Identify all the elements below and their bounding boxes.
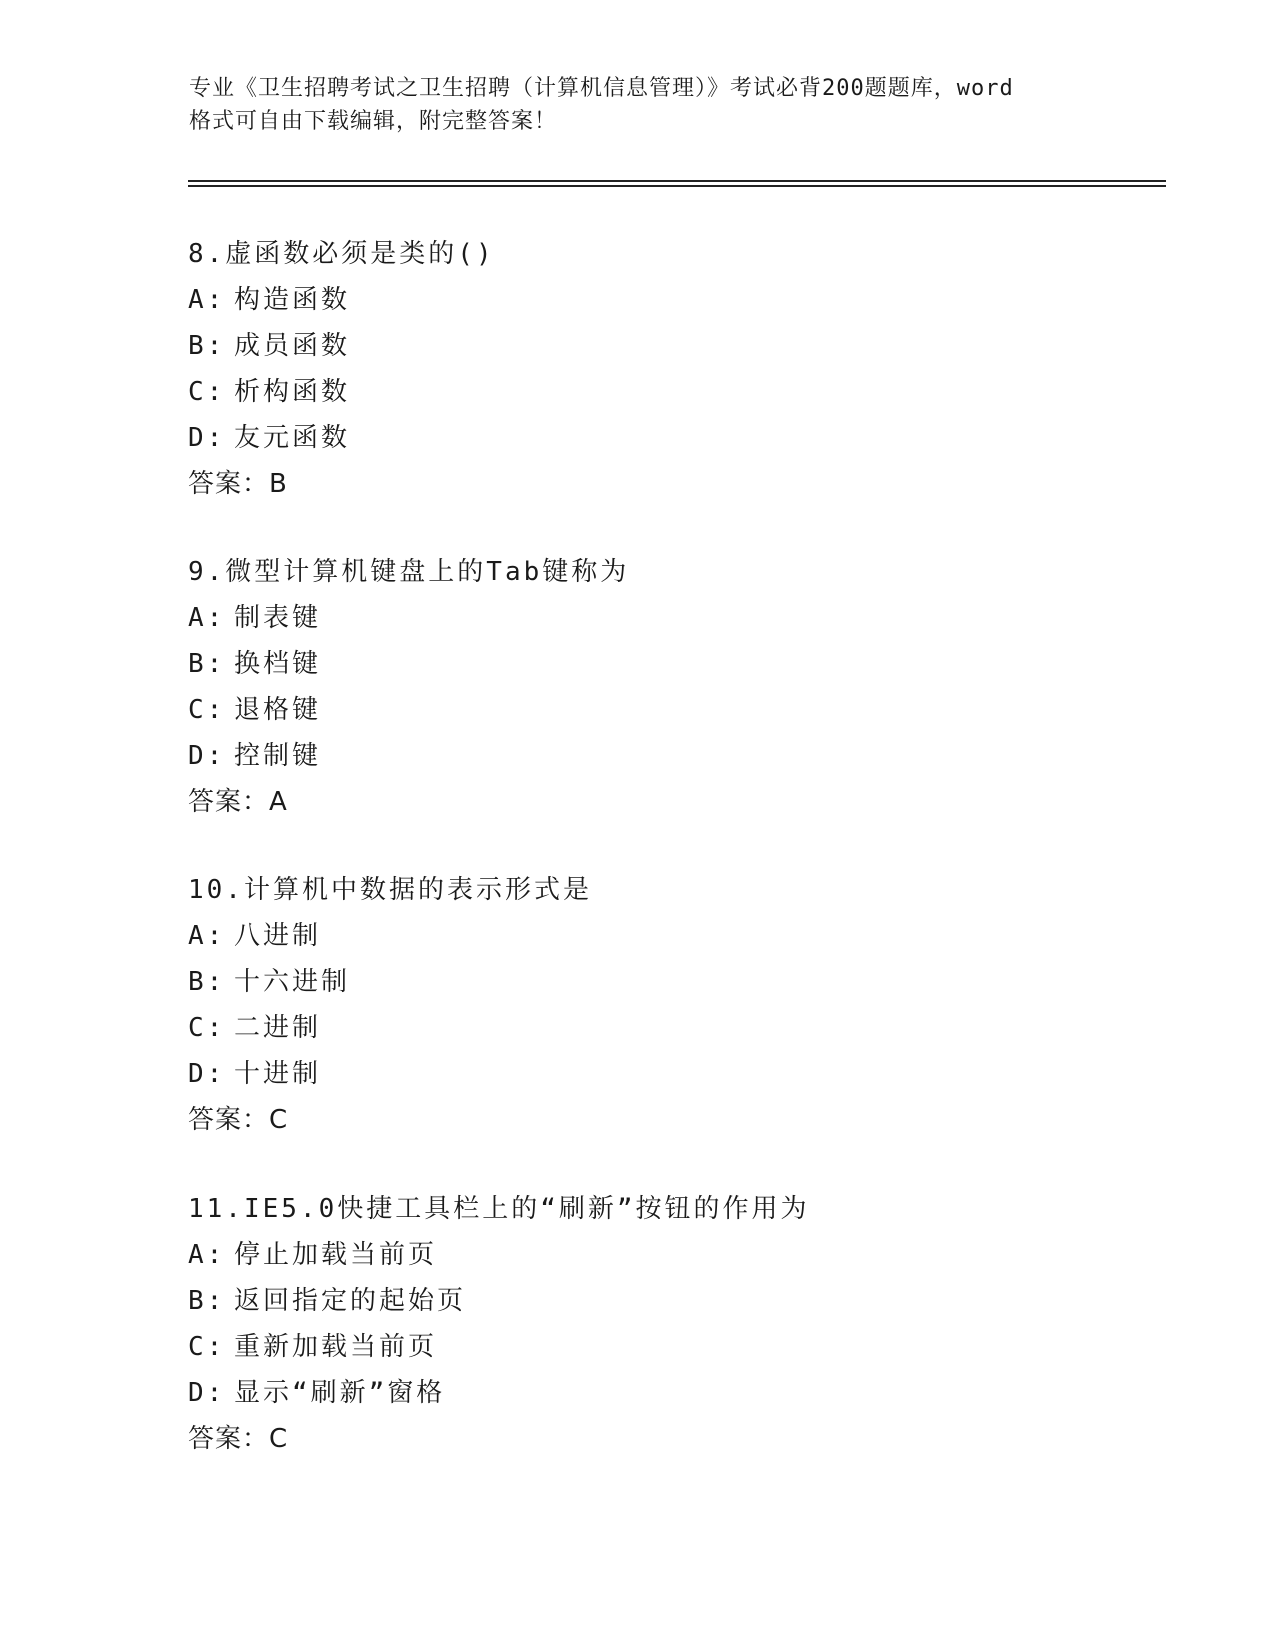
answer: 答案：B [188,469,288,499]
option-d [188,1051,592,1097]
option-key: D: [188,423,226,453]
option-key: C: [188,695,226,725]
option-c [188,1005,592,1051]
option-text: 构造函数 [234,285,351,315]
option-key: B: [188,331,226,361]
option-c [188,687,629,733]
option-c [188,369,495,415]
option-key: B: [188,649,226,679]
question-stem: 11.IE5.0快捷工具栏上的“刷新”按钮的作用为 [188,1194,810,1224]
option-key: B: [188,1286,226,1316]
option-key: B: [188,967,226,997]
option-text: 退格键 [234,695,322,725]
option-text: 返回指定的起始页 [234,1286,467,1316]
option-b [188,323,495,369]
option-text: 制表键 [234,603,322,633]
option-a [188,913,592,959]
option-key: D: [188,1378,226,1408]
option-a [188,277,495,323]
option-b [188,641,629,687]
question-stem: 8.虚函数必须是类的() [188,239,495,269]
option-key: D: [188,1059,226,1089]
option-key: A: [188,603,226,633]
option-key: A: [188,285,226,315]
option-key: D: [188,741,226,771]
answer: 答案：A [188,787,288,817]
question-11 [188,1186,810,1462]
option-a [188,1232,810,1278]
option-text: 显示“刷新”窗格 [234,1378,446,1408]
option-text: 重新加载当前页 [234,1332,438,1362]
option-text: 换档键 [234,649,322,679]
option-text: 成员函数 [234,331,351,361]
option-text: 友元函数 [234,423,351,453]
header-rule-bottom [188,185,1166,187]
header-line-2: 格式可自由下载编辑，附完整答案！ [189,109,558,134]
header-rule-top [188,180,1166,182]
option-text: 十六进制 [234,967,351,997]
document-header [189,72,1109,138]
option-key: A: [188,921,226,951]
option-text: 控制键 [234,741,322,771]
option-b [188,1278,810,1324]
option-key: A: [188,1240,226,1270]
question-stem: 9.微型计算机键盘上的Tab键称为 [188,557,630,587]
option-text: 二进制 [234,1013,322,1043]
option-a [188,595,629,641]
option-key: C: [188,1332,226,1362]
question-8 [188,231,495,507]
question-stem: 10.计算机中数据的表示形式是 [188,875,592,905]
option-text: 析构函数 [234,377,351,407]
option-text: 八进制 [234,921,322,951]
answer: 答案：C [188,1105,289,1135]
option-b [188,959,592,1005]
header-line-1: 专业《卫生招聘考试之卫生招聘（计算机信息管理）》考试必背200题题库，word [189,76,1014,101]
option-d [188,733,629,779]
question-9 [188,549,629,825]
option-key: C: [188,377,226,407]
option-key: C: [188,1013,226,1043]
answer: 答案：C [188,1424,289,1454]
option-c [188,1324,810,1370]
option-d [188,1370,810,1416]
question-10 [188,867,592,1143]
option-text: 十进制 [234,1059,322,1089]
option-text: 停止加载当前页 [234,1240,438,1270]
option-d [188,415,495,461]
